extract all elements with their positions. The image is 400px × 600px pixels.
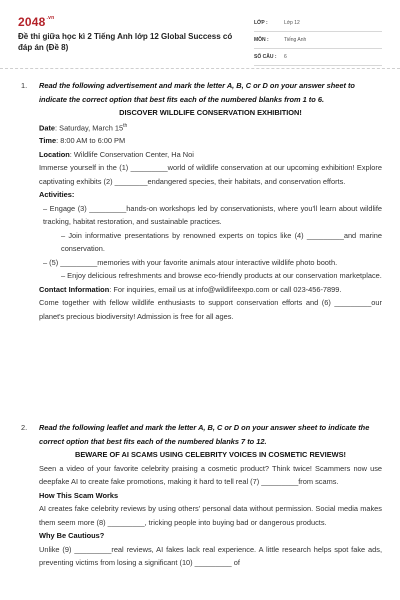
- contact-label: Contact Information: [39, 284, 110, 294]
- section-heading-text: How This Scam Works: [39, 490, 119, 500]
- activities-heading: [39, 188, 382, 202]
- meta-row-question-count: [254, 49, 382, 66]
- meta-key: MÔN :: [254, 37, 269, 43]
- contact-text: : For inquiries, email us at info@wildlifeexpo.com or call 023-456-7899.: [109, 284, 342, 294]
- activities-label: Activities: [39, 190, 72, 200]
- meta-info: [254, 15, 382, 66]
- location-label: Location: [39, 149, 70, 159]
- document-title: Đề thi giữa học kì 2 Tiếng Anh lớp 12 Global Success có đáp án (Đề 8): [18, 32, 233, 52]
- question-number: 1.: [21, 81, 28, 90]
- passage-paragraph: AI creates fake celebrity reviews by using others' personal data without permission. Social media makes them seem more (8) _________, tricking people into buying bad or dangerous products.: [39, 504, 382, 527]
- event-location: [39, 148, 382, 162]
- contact-info: [39, 283, 382, 297]
- meta-row-class: [254, 15, 382, 32]
- question-instruction: Read the following advertisement and mark the letter A, B, C or D on your answer sheet to indicate the correct option that best fits each of the numbered blanks from 1 to 6.: [39, 81, 355, 104]
- meta-value: Tiếng Anh: [284, 37, 307, 43]
- question-instruction: Read the following leaflet and mark the letter A, B, C or D on your answer sheet to indicate the correct option that best fits each of the numbered blanks 7 to 12.: [39, 423, 370, 446]
- activity-item: – (5) _________memories with your favorite animals atour interactive wildlife photo booth.: [43, 257, 338, 267]
- question-number: 2.: [21, 423, 28, 432]
- location-text: : Wildlife Conservation Center, Ha Noi: [69, 149, 194, 159]
- date-suffix: th: [123, 122, 128, 129]
- logo-suffix: .vn: [46, 15, 55, 21]
- activity-item: – Join informative presentations by renowned experts on topics like (4) _________and marine conservation.: [61, 230, 382, 254]
- section-heading: [39, 529, 382, 543]
- time-text: : 8:00 AM to 6:00 PM: [56, 136, 126, 146]
- activity-item: – Enjoy delicious refreshments and browse eco-friendly products at our conservation marketplace.: [61, 271, 382, 281]
- date-text: : Saturday, March 15: [55, 122, 124, 132]
- question-2: [22, 421, 382, 570]
- header: [0, 0, 400, 60]
- section-heading-text: Why Be Cautious?: [39, 531, 105, 540]
- logo-text: 2048: [18, 15, 46, 29]
- passage-heading: BEWARE OF AI SCAMS USING CELEBRITY VOICES IN COSMETIC REVIEWS!: [74, 450, 346, 459]
- site-logo[interactable]: [18, 15, 54, 29]
- passage-paragraph: Come together with fellow wildlife enthusiasts to support conservation efforts and (6) _________our planet's precious biodiversity! Admission is free for all ages.: [39, 298, 382, 321]
- passage-paragraph: Unlike (9) _________real reviews, AI fakes lack real experience. A little research helps spot fake ads, preventing victims from losing a significant (10) _________ of: [39, 544, 382, 567]
- activities-colon: :: [71, 190, 75, 200]
- event-date: [39, 120, 382, 135]
- event-time: [39, 134, 382, 148]
- passage-paragraph: Seen a video of your favorite celebrity praising a cosmetic product? Think twice! Scammers now use deepfake AI to create fake promotions, making it hard to tell real (7) _________from scams.: [39, 463, 382, 486]
- meta-row-subject: [254, 32, 382, 49]
- section-heading: [39, 489, 382, 503]
- divider: [0, 68, 400, 69]
- meta-value: Lớp 12: [284, 20, 300, 26]
- passage-paragraph: Immerse yourself in the (1) _________world of wildlife conservation at our upcoming exhibition! Explore captivating exhibits (2) ________endangered species, their habitats, and conservation efforts.: [39, 163, 382, 186]
- meta-key: LỚP :: [254, 20, 268, 26]
- activity-item: – Engage (3) _________hands-on workshops led by conservationists, where you'll learn about wildlife tracking, habitat restoration, and sustainable practices.: [43, 203, 382, 227]
- date-label: Date: [39, 122, 56, 132]
- passage-heading: DISCOVER WILDLIFE CONSERVATION EXHIBITION!: [119, 108, 302, 117]
- time-label: Time: [39, 136, 57, 146]
- meta-key: SỐ CÂU :: [254, 54, 277, 60]
- question-1: [22, 79, 382, 323]
- meta-value: 6: [284, 54, 287, 60]
